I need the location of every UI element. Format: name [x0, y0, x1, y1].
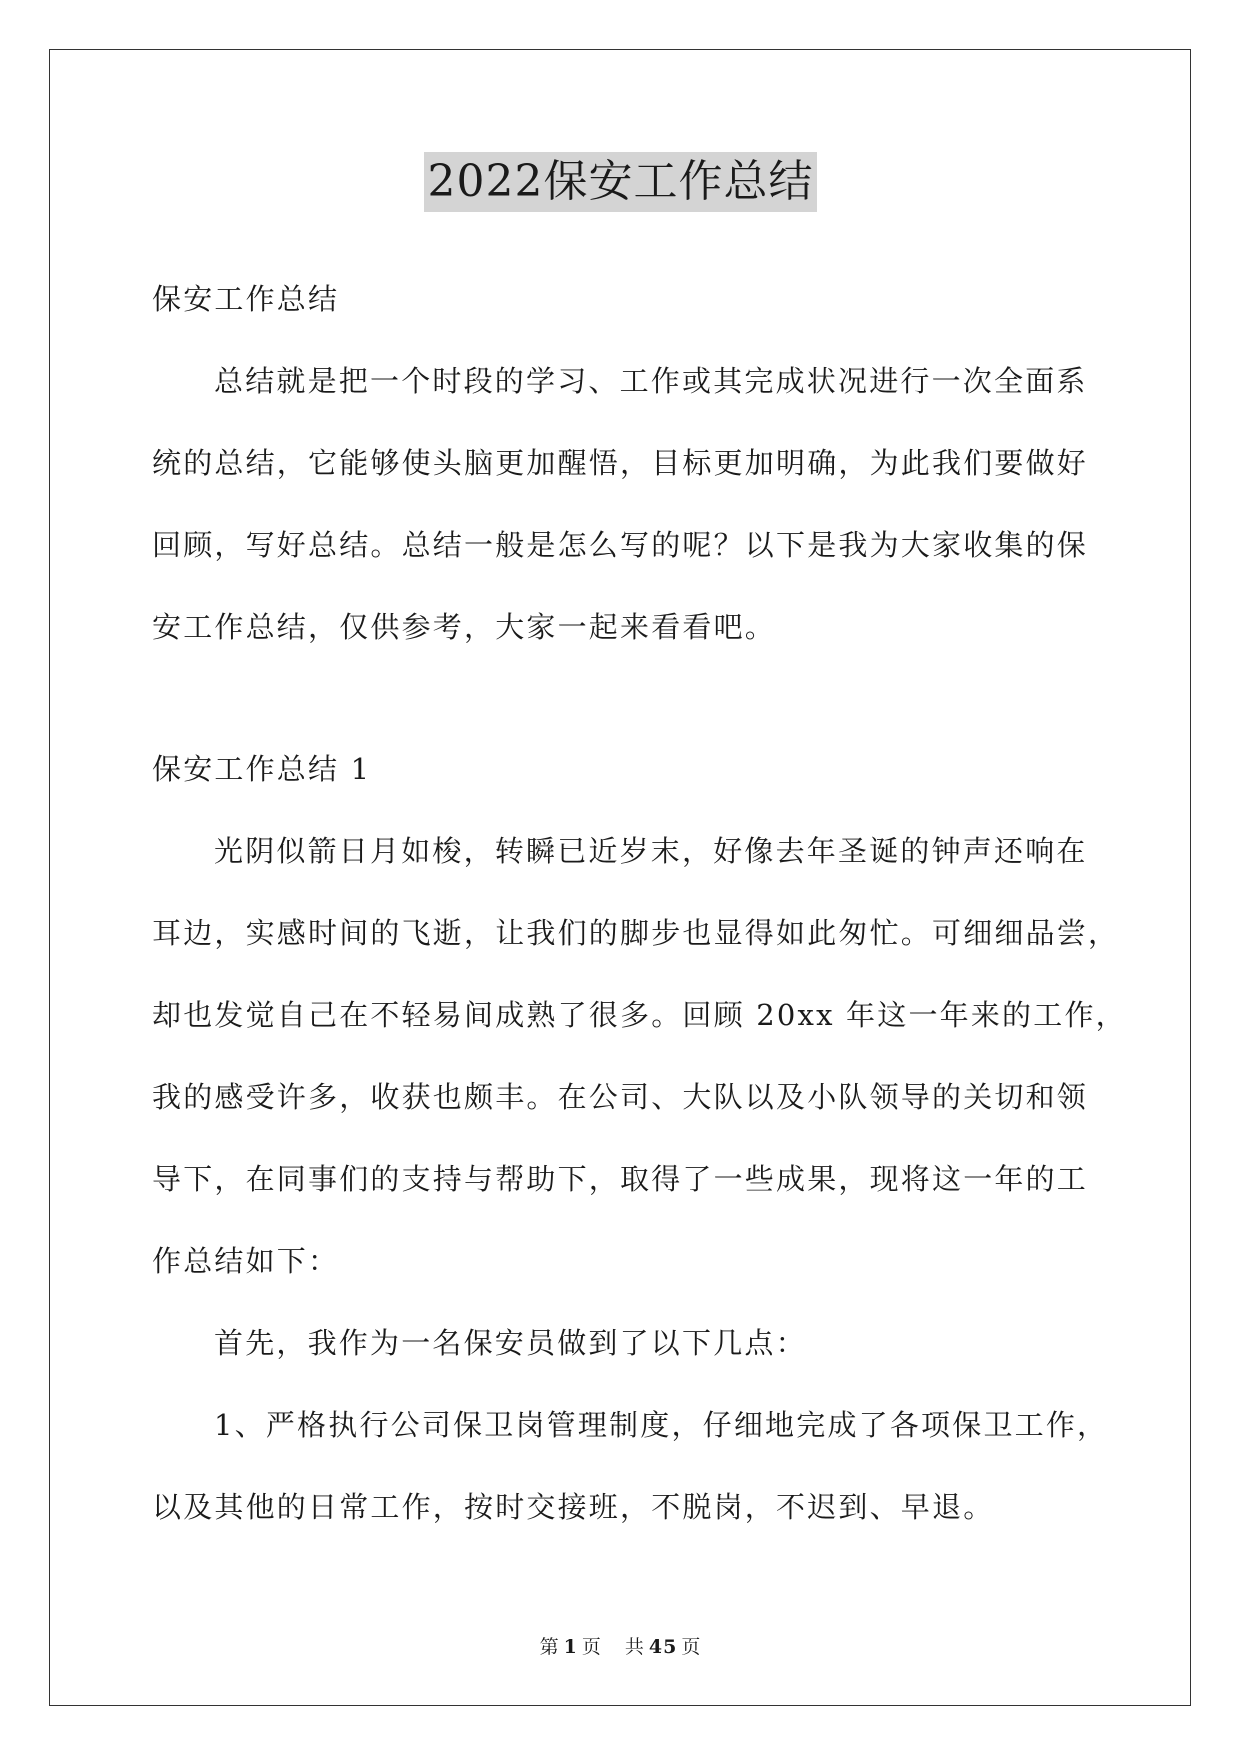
paragraph-line: 耳边，实感时间的飞逝，让我们的脚步也显得如此匆忙。可细细品尝， [152, 916, 1120, 950]
document-body [152, 258, 1127, 1548]
total-suffix: 页 [681, 1636, 702, 1658]
document-title: 2022保安工作总结 [424, 152, 818, 212]
paragraph-line: 统的总结，它能够使头脑更加醒悟，目标更加明确，为此我们要做好 [152, 446, 1089, 480]
paragraph-line: 以及其他的日常工作，按时交接班，不脱岗，不迟到、早退。 [152, 1490, 995, 1524]
paragraph-line: 首先，我作为一名保安员做到了以下几点： [214, 1326, 807, 1360]
paragraph-line: 作总结如下： [152, 1244, 340, 1278]
section-gap [152, 668, 1092, 728]
paragraph-line: 却也发觉自己在不轻易间成熟了很多。回顾 20xx 年这一年来的工作， [152, 998, 1127, 1032]
section-heading: 保安工作总结 1 [152, 752, 372, 786]
total-pages: 45 [648, 1636, 678, 1658]
paragraph-line: 安工作总结，仅供参考，大家一起来看看吧。 [152, 610, 777, 644]
total-pages-indicator [621, 1636, 705, 1658]
page-number: 1 [563, 1636, 578, 1658]
section-heading: 保安工作总结 [152, 282, 340, 316]
paragraph-line: 1、严格执行公司保卫岗管理制度，仔细地完成了各项保卫工作， [214, 1408, 1109, 1442]
page-indicator [536, 1636, 606, 1658]
paragraph-line: 导下，在同事们的支持与帮助下，取得了一些成果，现将这一年的工 [152, 1162, 1089, 1196]
paragraph-line: 我的感受许多，收获也颇丰。在公司、大队以及小队领导的关切和领 [152, 1080, 1089, 1114]
paragraph-line: 回顾，写好总结。总结一般是怎么写的呢？以下是我为大家收集的保 [152, 528, 1089, 562]
total-prefix: 共 [624, 1636, 645, 1658]
page-footer [0, 1632, 1241, 1659]
title-wrap [0, 152, 1241, 212]
paragraph-line: 光阴似箭日月如梭，转瞬已近岁末，好像去年圣诞的钟声还响在 [214, 834, 1088, 868]
page-label-suffix: 页 [581, 1636, 602, 1658]
paragraph-line: 总结就是把一个时段的学习、工作或其完成状况进行一次全面系 [214, 364, 1088, 398]
page-label-prefix: 第 [539, 1636, 560, 1658]
